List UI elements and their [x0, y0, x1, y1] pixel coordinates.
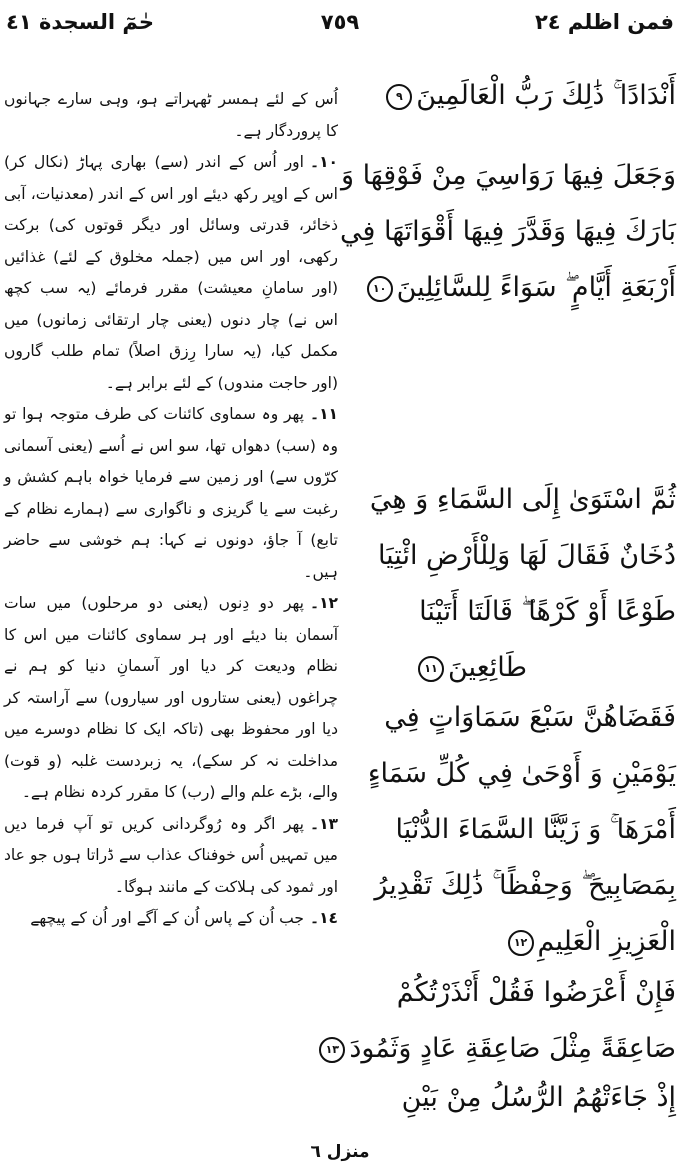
arabic-line-text: فَإِنْ أَعْرَضُوا فَقُلْ أَنْذَرْتُكُمْ: [396, 977, 676, 1008]
arabic-verse-block: [354, 1070, 676, 1126]
arabic-line-text: بَارَكَ فِيهَا وَقَدَّرَ فِيهَا أَقْوَاتَهَا فِي: [339, 216, 676, 247]
translation-paragraph: [4, 903, 338, 935]
arabic-line: [354, 260, 676, 316]
arabic-line: [354, 690, 676, 746]
arabic-verse-block: [354, 68, 676, 124]
verse-end-marker: ١١: [418, 656, 444, 682]
translation-paragraph: [4, 84, 338, 147]
translation-text: پھر اگر وہ رُوگردانی کریں تو آپ فرما دیں میں تمہیں اُس خوفناک عذاب سے ڈراتا ہوں جو عاد اور ثمود کی ہلاکت کے مانند ہوگا۔: [4, 814, 338, 896]
arabic-line: [354, 640, 676, 696]
translation-paragraph: [4, 399, 338, 588]
arabic-line: [354, 472, 676, 528]
verse-end-marker: ١٢: [508, 930, 534, 956]
arabic-line-text: طَوْعًا أَوْ كَرْهًا ۖ قَالَتَا أَتَيْنَا: [419, 596, 676, 627]
arabic-line: [354, 528, 676, 584]
verse-end-marker: ٩: [386, 84, 412, 110]
translation-text: پھر دو دِنوں (یعنی دو مرحلوں) میں سات آسمان بنا دیئے اور ہر سماوی کائنات میں اس کا نظام ودیعت کر دیا اور آسمانِ دنیا کو ہم نے چراغوں (یعنی ستاروں اور سیاروں) سے آراستہ کر دیا اور محفوظ بھی (تاکہ ایک کا نظام دوسرے میں مداخلت نہ کر سکے)، یہ زبردست غلبہ (و قوت) والے، بڑے علم والے (رب) کا مقرر کردہ نظام ہے۔: [4, 594, 338, 801]
arabic-line-text: إِذْ جَاءَتْهُمُ الرُّسُلُ مِنْ بَيْنِ: [401, 1082, 676, 1113]
page-number: ٧٥٩: [320, 10, 360, 34]
verse-number: ١١۔: [309, 405, 338, 423]
translation-text: جب اُن کے پاس اُن کے آگے اور اُن کے پیچھے: [30, 909, 304, 927]
arabic-verse-block: [354, 472, 676, 696]
page-header: [0, 6, 680, 46]
verse-end-marker: ١٣: [319, 1037, 345, 1063]
juz-name: فمن اظلم ٢٤: [534, 10, 674, 34]
arabic-line: [354, 746, 676, 802]
arabic-line-text: الْعَزِيزِ الْعَلِيمِ: [537, 926, 676, 957]
verse-number: ١٢۔: [309, 594, 338, 612]
translation-text: اور اُس کے اندر (سے) بھاری پہاڑ (نکال کر) اس کے اوپر رکھ دیئے اور اس کے اندر (معدنیات، آبی ذخائر، قدرتی وسائل اور دیگر قوتوں کی) برکت رکھی، اور اس میں (جملہ مخلوق کے لئے) غذائیں (اور سامانِ معیشت) مقرر فرمائے (یہ سب کچھ اس نے) چار دنوں (یعنی چار ارتقائی زمانوں) میں مکمل کیا، (یہ سارا رِزق اصلاً) تمام طلب گاروں (اور حاجت مندوں) کے لئے برابر ہے۔: [4, 153, 338, 392]
arabic-line-text: فَقَضَاهُنَّ سَبْعَ سَمَاوَاتٍ فِي: [384, 702, 676, 733]
arabic-line: [354, 965, 676, 1021]
arabic-line: [325, 1021, 676, 1077]
manzil-label: منزل ٦: [310, 1142, 370, 1162]
translation-text: اُس کے لئے ہمسر ٹھہراتے ہو، وہی سارے جہانوں کا پروردگار ہے۔: [4, 90, 338, 140]
arabic-line: [354, 68, 676, 124]
translation-text: پھر وہ سماوی کائنات کی طرف متوجہ ہوا تو وہ (سب) دھواں تھا، سو اس نے اُسے (یعنی آسمانی کرّوں سے) اور زمین سے فرمایا خواہ باہم کشش و رغبت سے یا گریزی و ناگواری سے (ہمارے نظام کے تابع) آ جاؤ، دونوں نے کہا: ہم خوشی سے حاضر ہیں۔: [4, 405, 338, 581]
arabic-line: [354, 1070, 676, 1126]
arabic-verse-block: [339, 148, 676, 316]
arabic-line-text: وَجَعَلَ فِيهَا رَوَاسِيَ مِنْ فَوْقِهَا وَ: [340, 160, 676, 191]
arabic-line-text: دُخَانٌ فَقَالَ لَهَا وَلِلْأَرْضِ ائْتِيَا: [377, 540, 676, 571]
surah-name: حٰمٓ السجدة ٤١: [6, 10, 154, 34]
arabic-line-text: ثُمَّ اسْتَوَىٰ إِلَى السَّمَاءِ وَ هِيَ: [369, 484, 676, 515]
verse-number: ١٤۔: [309, 909, 338, 927]
arabic-line: [340, 148, 676, 204]
arabic-line-text: يَوْمَيْنِ وَ أَوْحَىٰ فِي كُلِّ سَمَاءٍ: [367, 758, 676, 789]
arabic-verse-block: [354, 690, 676, 970]
translation-paragraph: [4, 588, 338, 809]
arabic-verse-block: [325, 965, 676, 1077]
arabic-line: [354, 584, 676, 640]
urdu-translation-column: [4, 84, 338, 935]
arabic-line: [354, 802, 676, 858]
translation-paragraph: [4, 809, 338, 904]
verse-number: ١٣۔: [309, 814, 338, 833]
verse-number: ١٠۔: [309, 153, 338, 171]
arabic-line: [354, 858, 676, 914]
arabic-line-text: طَائِعِينَ: [448, 652, 527, 683]
arabic-line: [354, 914, 676, 970]
verse-end-marker: ١٠: [367, 276, 393, 302]
arabic-line-text: أَرْبَعَةِ أَيَّامٍ ۖ سَوَاءً لِلسَّائِلِينَ: [396, 272, 676, 303]
arabic-line-text: أَنْدَادًا ۚ ذَٰلِكَ رَبُّ الْعَالَمِينَ: [416, 80, 676, 111]
translation-paragraph: [4, 147, 338, 399]
arabic-line: [339, 204, 676, 260]
arabic-line-text: صَاعِقَةً مِثْلَ صَاعِقَةِ عَادٍ وَثَمُودَ: [349, 1033, 676, 1064]
arabic-line-text: أَمْرَهَا ۚ وَ زَيَّنَّا السَّمَاءَ الدُّنْيَا: [395, 814, 676, 845]
arabic-line-text: بِمَصَابِيحَ ۖ وَحِفْظًا ۚ ذَٰلِكَ تَقْدِيرُ: [374, 870, 676, 901]
